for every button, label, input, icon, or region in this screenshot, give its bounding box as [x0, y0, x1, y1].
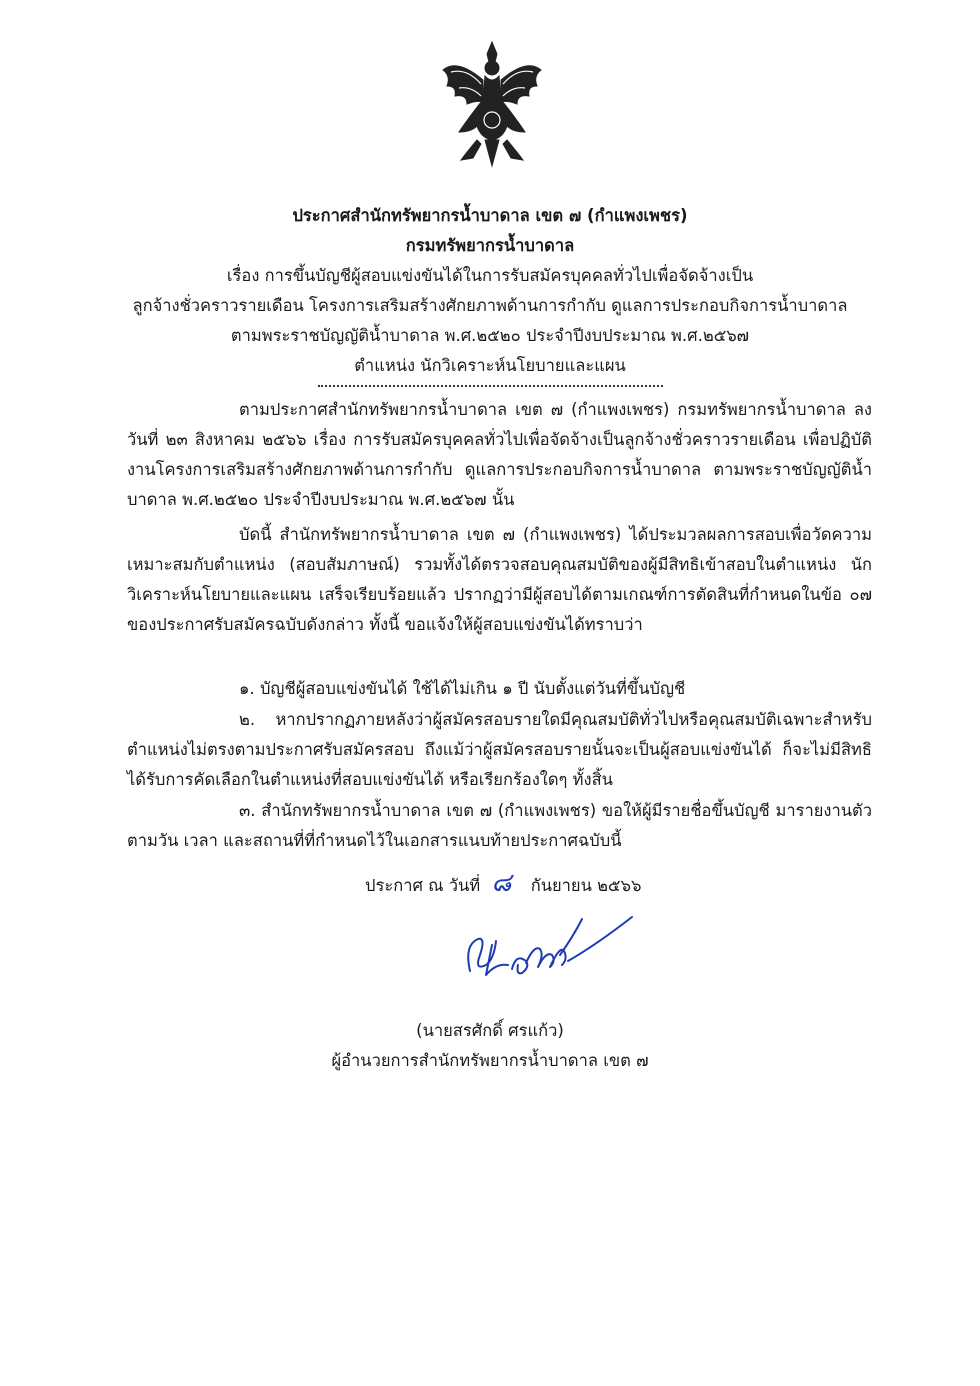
signer-name: (นายสรศักดิ์ ศรแก้ว) — [416, 1021, 564, 1040]
date-day-handwritten: ๘ — [491, 868, 512, 898]
position-title: ตำแหน่ง นักวิเคราะห์นโยบายและแผน — [354, 356, 626, 375]
handwritten-signature — [456, 905, 636, 995]
garuda-emblem-icon — [437, 40, 547, 170]
item-2: ๒. หากปรากฏภายหลังว่าผู้สมัครสอบรายใดมีคุณสมบัติทั่วไปหรือคุณสมบัติเฉพาะสำหรับตำแหน่งไม่ตรงตามประกาศรับสมัครสอบ ถึงแม้ว่าผู้สมัครสอบรายนั้นจะเป็นผู้สอบแข่งขันได้ ก็จะไม่มีสิทธิได้รับการคัดเลือกในตำแหน่งที่สอบแข่งขันได้ หรือเรียกร้องใดๆ ทั้งสิ้น — [127, 710, 872, 789]
subject-line-2: ลูกจ้างชั่วคราวรายเดือน โครงการเสริมสร้างศักยภาพด้านการกำกับ ดูแลการประกอบกิจการน้ำบาดาล — [132, 296, 848, 315]
subject-line-1: เรื่อง การขึ้นบัญชีผู้สอบแข่งขันได้ในการรับสมัครบุคคลทั่วไปเพื่อจัดจ้างเป็น — [226, 266, 754, 285]
date-month-year: กันยายน ๒๕๖๖ — [530, 876, 642, 895]
date-prefix: ประกาศ ณ วันที่ — [365, 876, 481, 895]
agency-title: ประกาศสำนักทรัพยากรน้ำบาดาล เขต ๗ (กำแพงเพชร) — [292, 206, 688, 225]
item-3: ๓. สำนักทรัพยากรน้ำบาดาล เขต ๗ (กำแพงเพชร) ขอให้ผู้มีรายชื่อขึ้นบัญชี มารายงานตัว ตามวัน เวลา และสถานที่ที่กำหนดไว้ในเอกสารแนบท้ายประกาศฉบับนี้ — [127, 801, 872, 850]
announcement-date — [365, 862, 641, 903]
paragraph-announcement: บัดนี้ สำนักทรัพยากรน้ำบาดาล เขต ๗ (กำแพงเพชร) ได้ประมวลผลการสอบเพื่อวัดความเหมาะสมกับตำแหน่ง (สอบสัมภาษณ์) รวมทั้งได้ตรวจสอบคุณสมบัติของผู้มีสิทธิเข้าสอบในตำแหน่ง นักวิเคราะห์นโยบายและแผน เสร็จเรียบร้อยแล้ว ปรากฏว่ามีผู้สอบได้ตามเกณฑ์การตัดสินที่กำหนดในข้อ ๐๗ ของประกาศรับสมัครฉบับดังกล่าว ทั้งนี้ ขอแจ้งให้ผู้สอบแข่งขันได้ทราบว่า — [127, 525, 872, 634]
item-1: ๑. บัญชีผู้สอบแข่งขันได้ ใช้ได้ไม่เกิน ๑ ปี นับตั้งแต่วันที่ขึ้นบัญชี — [239, 679, 686, 698]
department-title: กรมทรัพยากรน้ำบาดาล — [405, 236, 575, 255]
signer-position: ผู้อำนวยการสำนักทรัพยากรน้ำบาดาล เขต ๗ — [331, 1051, 649, 1070]
dotted-divider — [318, 385, 663, 387]
paragraph-reference: ตามประกาศสำนักทรัพยากรน้ำบาดาล เขต ๗ (กำแพงเพชร) กรมทรัพยากรน้ำบาดาล ลงวันที่ ๒๓ สิงหาคม ๒๕๖๖ เรื่อง การรับสมัครบุคคลทั่วไปเพื่อจัดจ้างเป็นลูกจ้างชั่วคราวรายเดือน เพื่อปฏิบัติงานโครงการเสริมสร้างศักยภาพด้านการกำกับ ดูแลการประกอบกิจการน้ำบาดาล ตามพระราชบัญญัติน้ำบาดาล พ.ศ.๒๕๒๐ ประจำปีงบประมาณ พ.ศ.๒๕๖๗ นั้น — [127, 400, 872, 509]
subject-line-3: ตามพระราชบัญญัติน้ำบาดาล พ.ศ.๒๕๒๐ ประจำปีงบประมาณ พ.ศ.๒๕๖๗ — [230, 326, 750, 345]
